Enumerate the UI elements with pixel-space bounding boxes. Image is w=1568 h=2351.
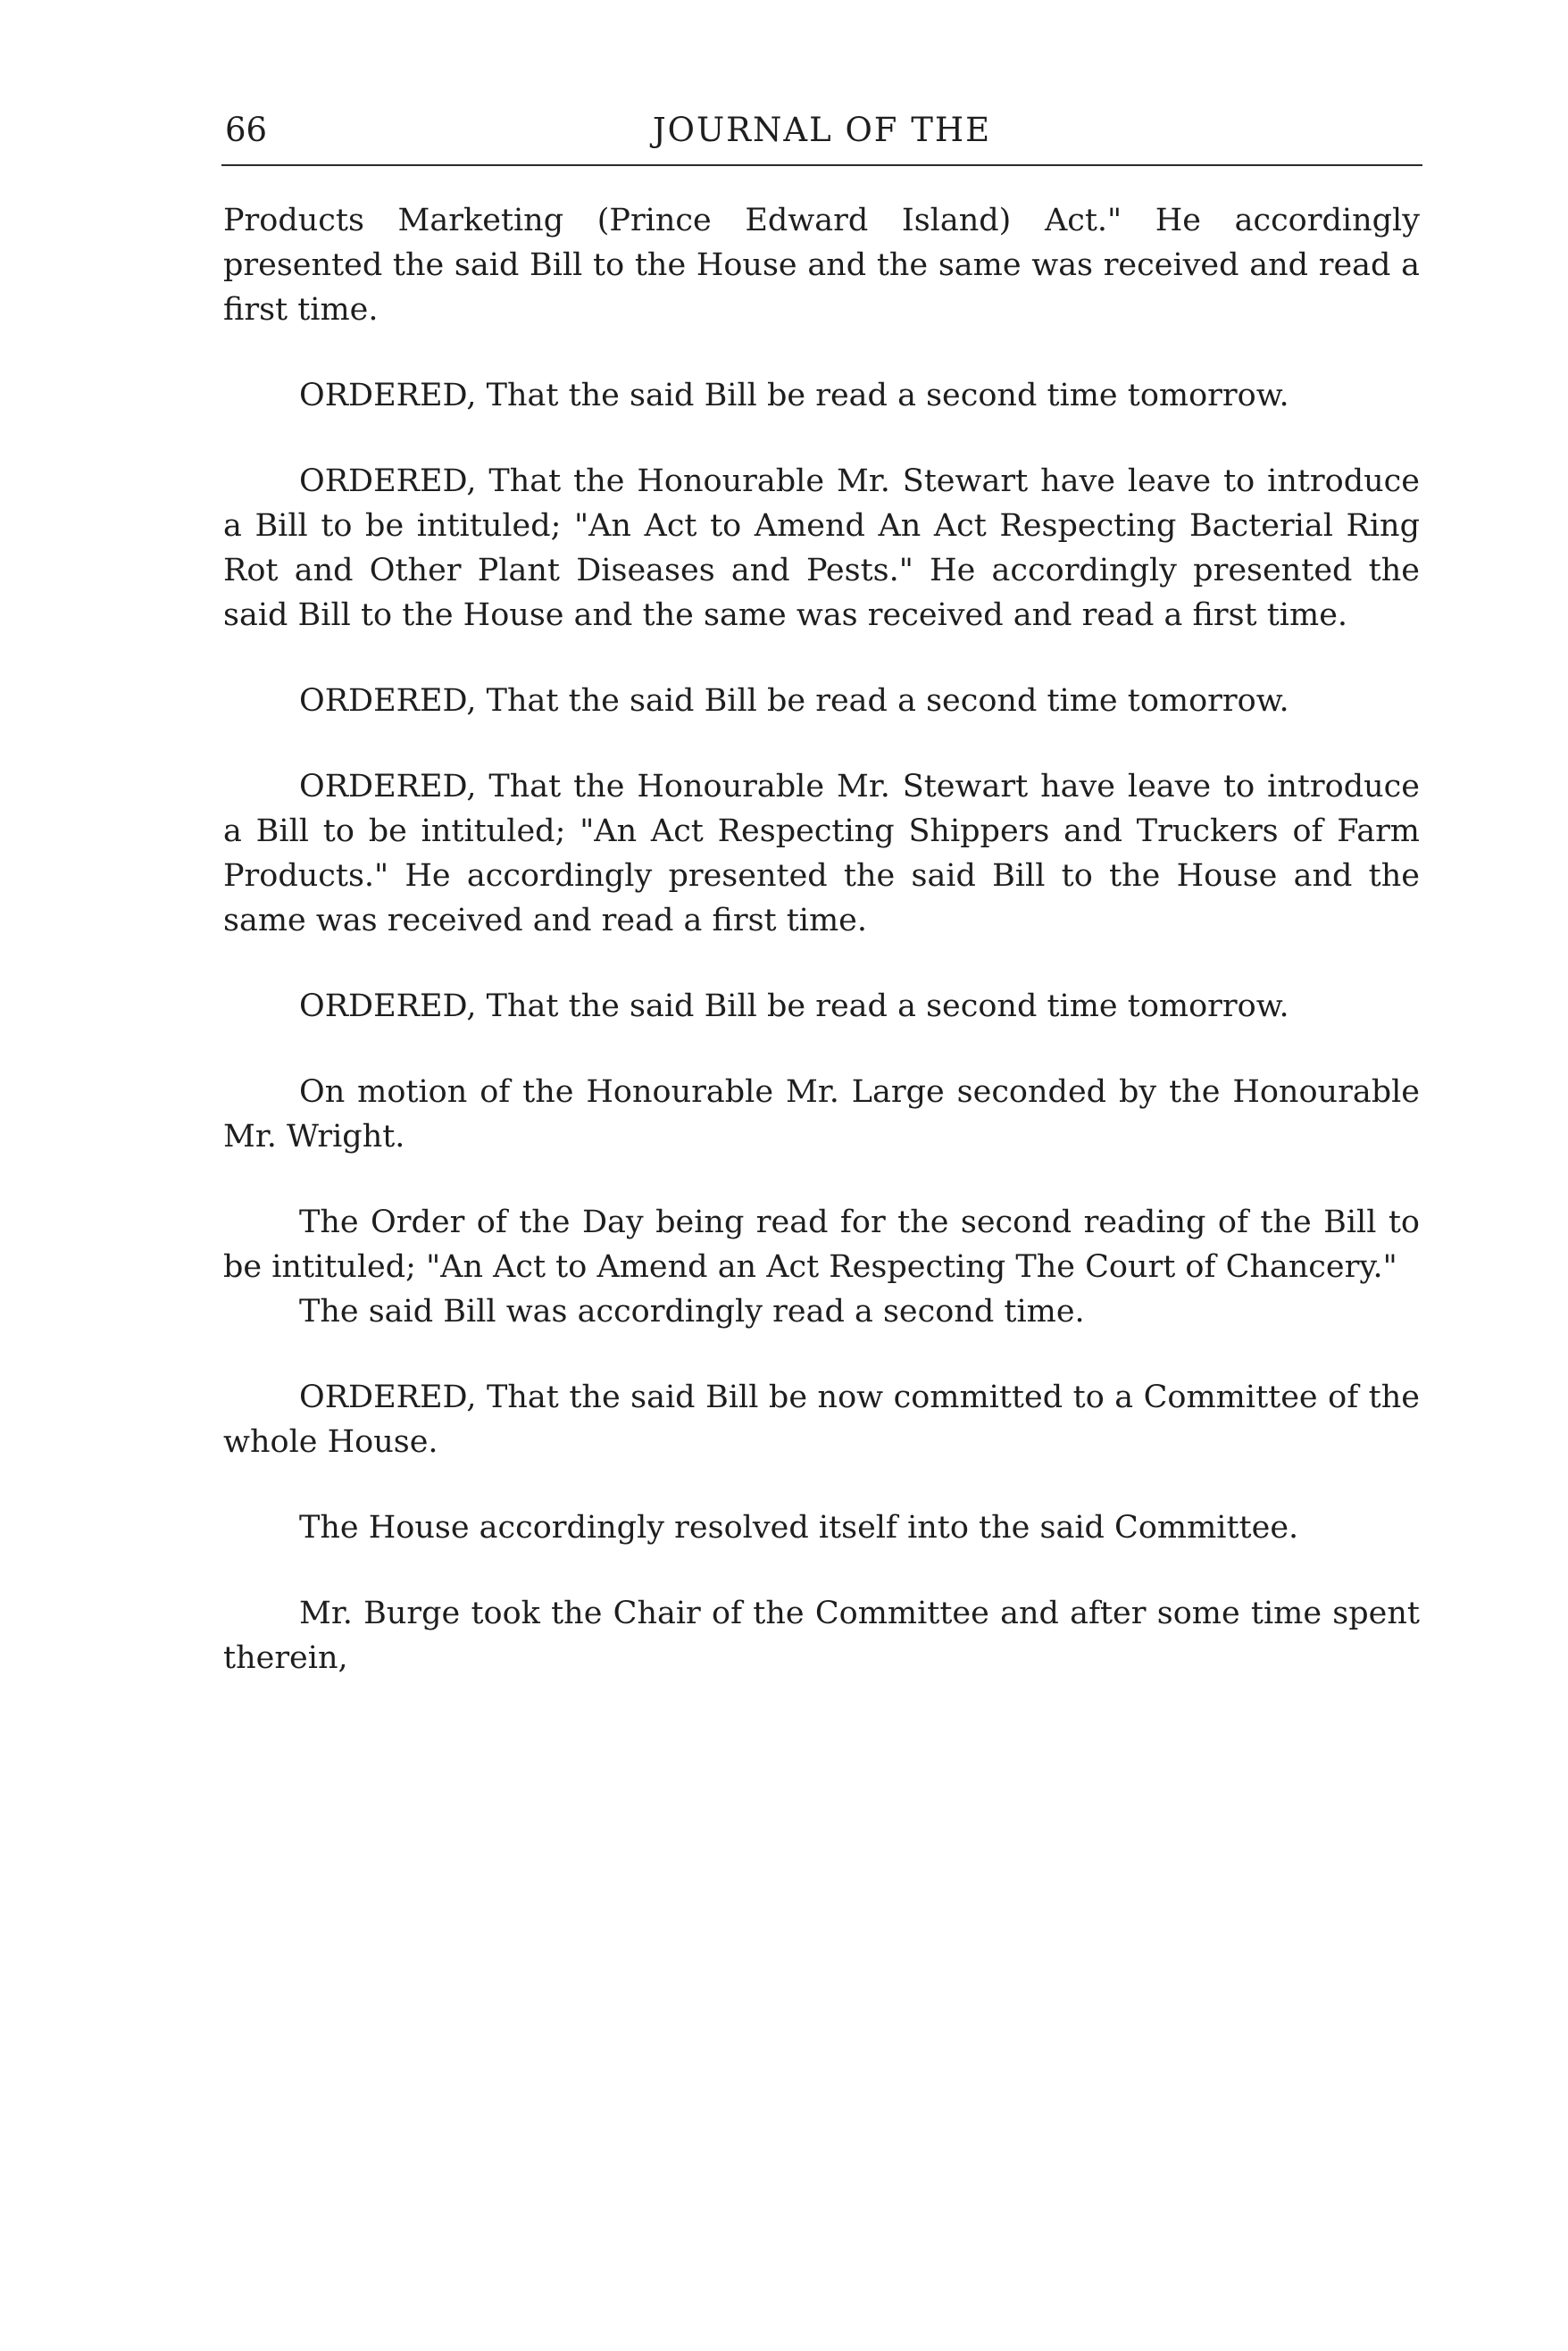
page-number: 66 [225, 111, 268, 149]
paragraph-order: ORDERED, That the Honourable Mr. Stewart have leave to introduce a Bill to be intituled; "An Act to Amend An Act Respecting Bacterial Ring Rot and Other Plant Diseases and Pests." He accordingly presented the said Bill to the House and the same was received and read a first time. [223, 463, 1420, 633]
page-header [221, 105, 1422, 166]
paragraph-continuation: Products Marketing (Prince Edward Island) Act." He accordingly presented the said Bill to the House and the same was received and read a first time. [223, 203, 1420, 328]
paragraph-second-reading: The said Bill was accordingly read a second time. [299, 1294, 1085, 1330]
paragraph-order: ORDERED, That the said Bill be read a second time tomorrow. [299, 378, 1289, 413]
journal-body [223, 198, 1420, 1722]
paragraph-order: ORDERED, That the said Bill be read a second time tomorrow. [299, 988, 1289, 1024]
paragraph-committee: The House accordingly resolved itself into the said Committee. [299, 1510, 1299, 1546]
paragraph-motion: On motion of the Honourable Mr. Large seconded by the Honourable Mr. Wright. [223, 1074, 1420, 1155]
running-head: JOURNAL OF THE [652, 111, 992, 149]
paragraph-order-of-day: The Order of the Day being read for the second reading of the Bill to be intituled; "An Act to Amend an Act Respecting The Court of Chancery." [223, 1205, 1420, 1285]
paragraph-order: ORDERED, That the Honourable Mr. Stewart have leave to introduce a Bill to be intituled; "An Act Respecting Shippers and Truckers of Farm Products." He accordingly presented the said Bill to the House and the same was received and read a first time. [223, 769, 1420, 938]
paragraph-chair: Mr. Burge took the Chair of the Committee and after some time spent therein, [223, 1596, 1420, 1676]
paragraph-order: ORDERED, That the said Bill be read a second time tomorrow. [299, 683, 1289, 719]
paragraph-order: ORDERED, That the said Bill be now committed to a Committee of the whole House. [223, 1380, 1420, 1460]
